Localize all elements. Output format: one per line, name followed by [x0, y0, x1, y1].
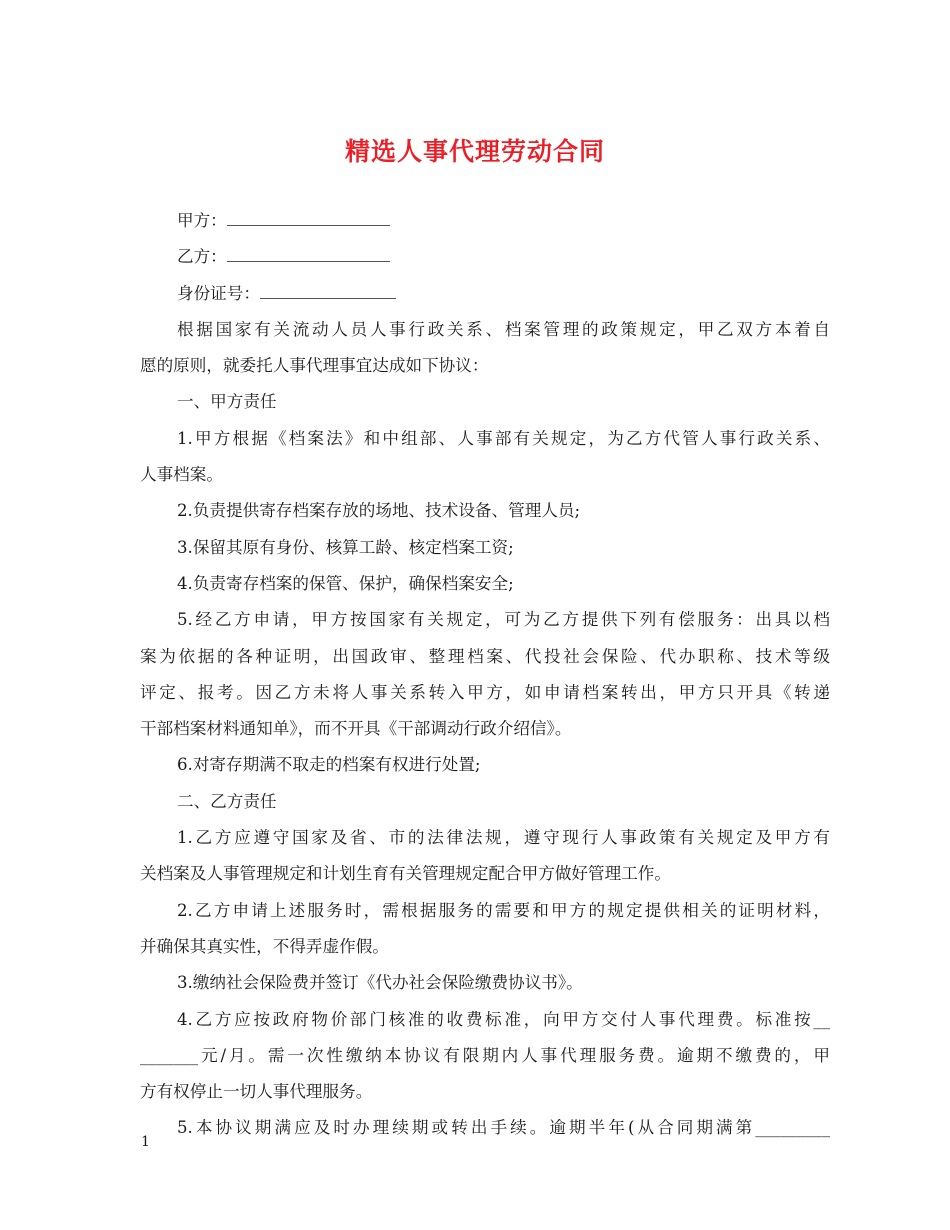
party-a-line: [140, 203, 830, 239]
paragraph-line: 评定、报考。因乙方未将人事关系转入甲方，如申请档案转出，甲方只开具《转递: [140, 682, 830, 702]
party-b-label: 乙方：: [177, 247, 227, 267]
document-body: [140, 203, 830, 1147]
party-b-line: [140, 239, 830, 275]
section-heading: 二、乙方责任: [177, 791, 277, 811]
paragraph-line: 3.缴纳社会保险费并签订《代办社会保险缴费协议书》。: [177, 973, 583, 993]
paragraph-line: 2.乙方申请上述服务时，需根据服务的需要和甲方的规定提供相关的证明材料，: [177, 900, 830, 920]
paragraph-line: 4.负责寄存档案的保管、保护，确保档案安全;: [177, 573, 514, 593]
paragraph-line: 5.经乙方申请，甲方按国家有关规定，可为乙方提供下列有偿服务：出具以档: [177, 610, 830, 630]
paragraph-line: 案为依据的各种证明，出国政审、整理档案、代投社会保险、代办职称、技术等级: [140, 646, 830, 666]
paragraph-line: 干部档案材料通知单》，而不开具《干部调动行政介绍信》。: [140, 719, 572, 739]
party-a-label: 甲方：: [177, 211, 227, 230]
section-heading: 一、甲方责任: [177, 392, 277, 412]
paragraph-line: 根据国家有关流动人员人事行政关系、档案管理的政策规定，甲乙双方本着自: [177, 319, 830, 339]
id-number-line: [140, 276, 830, 312]
party-a-blank: [227, 211, 390, 226]
id-number-label: 身份证号：: [177, 283, 260, 303]
paragraph-line: 2.负责提供寄存档案存放的场地、技术设备、管理人员;: [177, 501, 581, 521]
paragraph-line: _______元/月。需一次性缴纳本协议有限期内人事代理服务费。逾期不缴费的，甲: [140, 1045, 830, 1065]
paragraph-line: 1.乙方应遵守国家及省、市的法律法规，遵守现行人事政策有关规定及甲方有: [177, 828, 830, 848]
paragraph-line: 关档案及人事管理规定和计划生育有关管理规定配合甲方做好管理工作。: [140, 864, 671, 884]
paragraph-line: 3.保留其原有身份、核算工龄、核定档案工资;: [177, 537, 514, 557]
id-number-blank: [260, 284, 396, 299]
paragraph-line: 人事档案。: [140, 465, 223, 485]
paragraph-line: 愿的原则，就委托人事代理事宜达成如下协议：: [140, 356, 489, 376]
paragraph-line: 并确保其真实性，不得弄虚作假。: [140, 936, 389, 956]
paragraph-line: 方有权停止一切人事代理服务。: [140, 1082, 373, 1102]
paragraph-line: 5.本协议期满应及时办理续期或转出手续。逾期半年(从合同期满第_________: [177, 1118, 830, 1138]
party-b-blank: [227, 247, 390, 262]
page-number: 1: [141, 1134, 150, 1150]
paragraph-line: 1.甲方根据《档案法》和中组部、人事部有关规定，为乙方代管人事行政关系、: [177, 428, 830, 448]
paragraph-line: 6.对寄存期满不取走的档案有权进行处置;: [177, 755, 481, 775]
paragraph-line: 4.乙方应按政府物价部门核准的收费标准，向甲方交付人事代理费。标准按__: [177, 1009, 830, 1029]
document-title: 精选人事代理劳动合同: [344, 137, 605, 166]
